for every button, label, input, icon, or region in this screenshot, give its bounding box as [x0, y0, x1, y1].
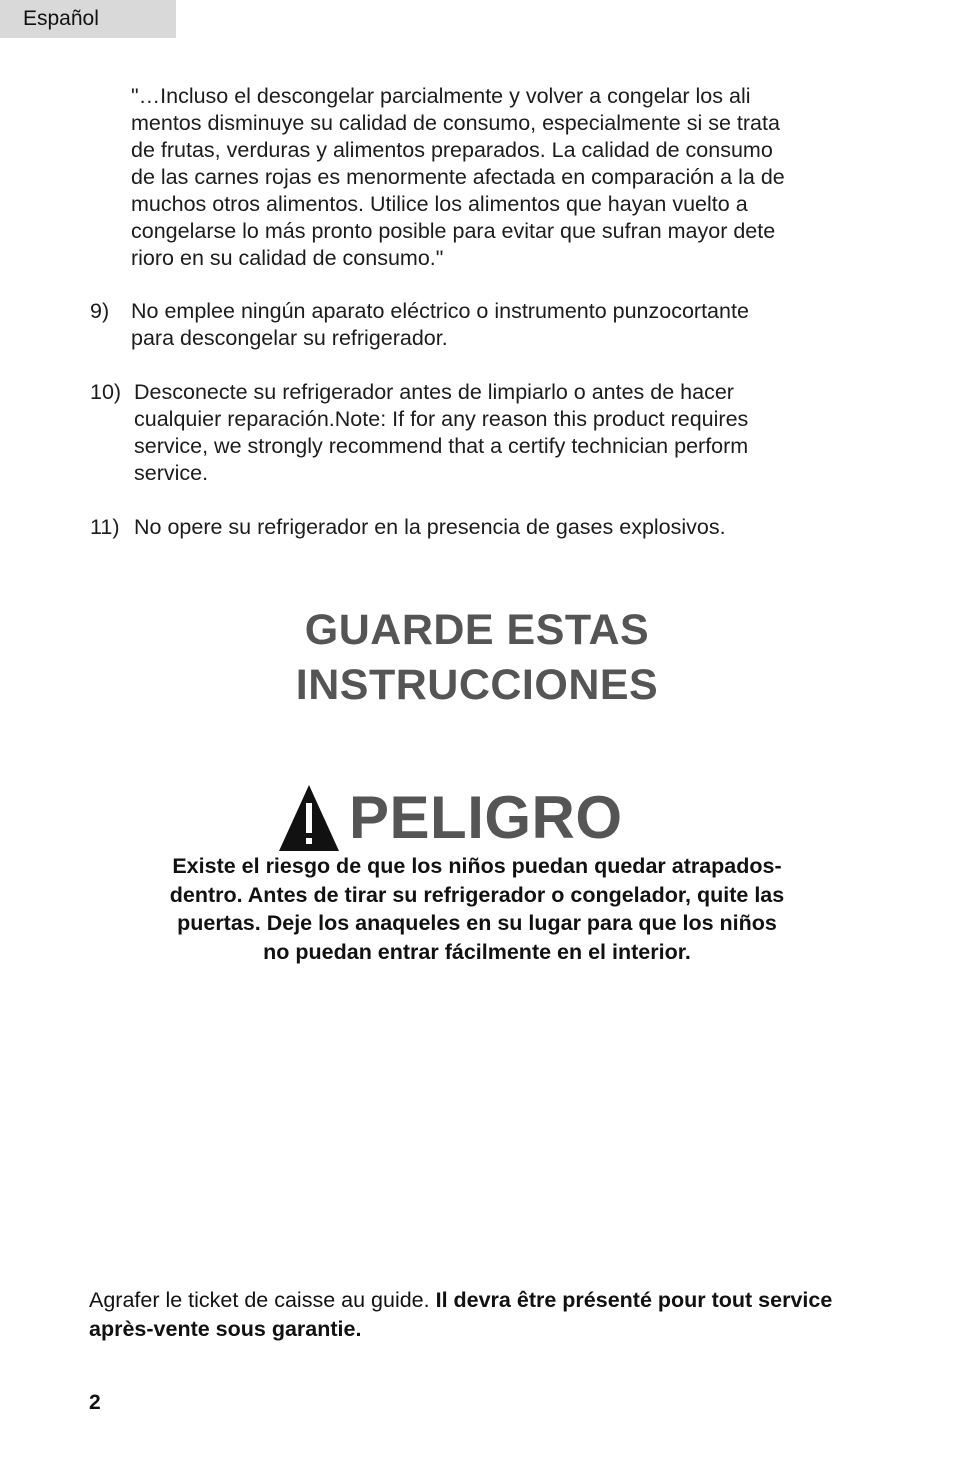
list-item [90, 514, 870, 541]
receipt-note-bold: Il devra être présenté pour tout service après-vente sous garantie. [89, 1288, 833, 1341]
list-item-number: 10) [90, 380, 122, 404]
list-item-number: 9) [90, 299, 110, 323]
page-number: 2 [89, 1391, 101, 1414]
receipt-note-regular: Agrafer le ticket de caisse au guide. [89, 1288, 436, 1312]
list-item [90, 379, 870, 487]
danger-warning-text: Existe el riesgo de que los niños puedan quedar atrapados- dentro. Antes de tirar su refrigerador o congelador, quite las puertas. Deje los anaqueles en su lugar para que los niños no puedan entrar fácilmente en el interior. [169, 854, 785, 964]
language-tab [0, 0, 176, 38]
quote-paragraph: "…Incluso el descongelar parcialmente y volver a congelar los ali mentos disminuye su calidad de consumo, especialmente si se trata de frutas, verduras y alimentos preparados. La calidad de consumo de las carnes rojas es menormente afectada en comparación a la de muchos otros alimentos. Utilice los alimentos que hayan vuelto a congelarse lo más pronto posible para evitar que sufran mayor dete rioro en su calidad de consumo." [131, 84, 785, 270]
language-tab-label: Español [23, 7, 99, 30]
warning-triangle-icon [279, 785, 339, 851]
save-instructions-heading: GUARDE ESTAS INSTRUCCIONES [295, 606, 659, 709]
danger-title: PELIGRO [349, 784, 623, 851]
list-item-text: Desconecte su refrigerador antes de limpiarlo o antes de hacer cualquier reparación.Note: If for any reason this product requires service, we strongly recommend that a certify technician perform service. [134, 380, 749, 485]
list-item [90, 298, 870, 352]
list-item-text: No opere su refrigerador en la presencia de gases explosivos. [134, 515, 726, 539]
list-item-text: No emplee ningún aparato eléctrico o instrumento punzocortante para descongelar su refrigerador. [131, 299, 749, 350]
danger-header [279, 783, 623, 853]
receipt-note [89, 1286, 879, 1344]
list-item-number: 11) [90, 515, 120, 539]
